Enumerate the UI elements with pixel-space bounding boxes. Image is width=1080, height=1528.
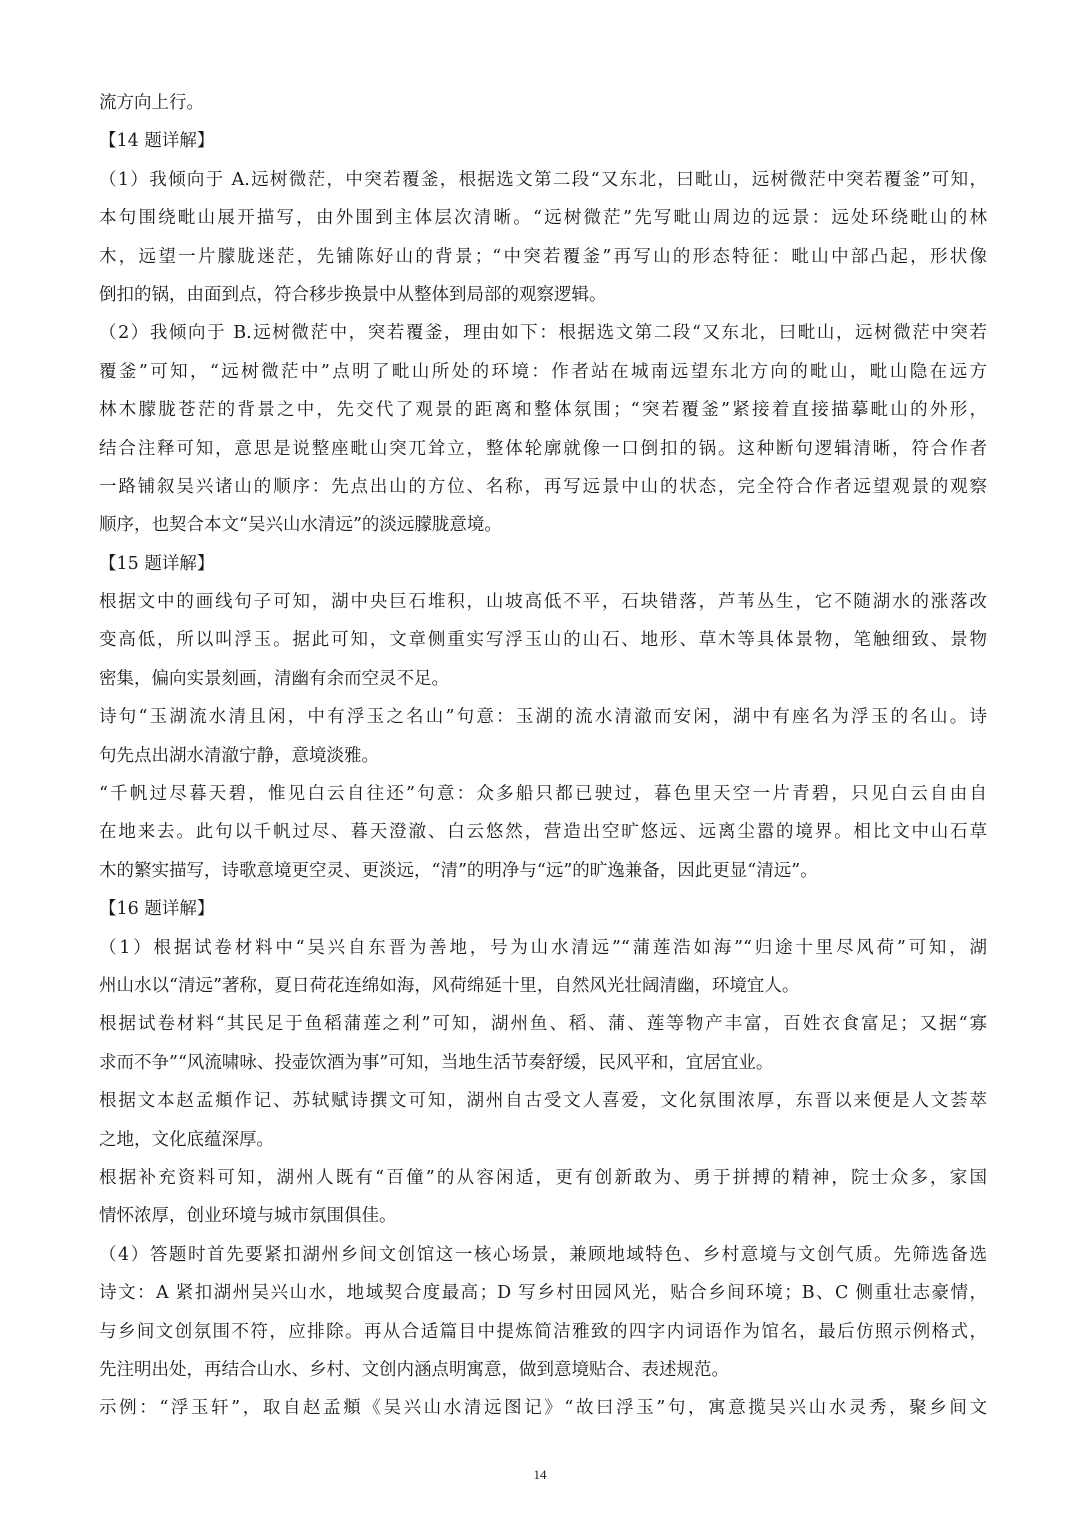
text-line: 木的繁实描写，诗歌意境更空灵、更淡远，“清”的明净与“远”的旷逸兼备，因此更显“清远”。: [99, 860, 818, 881]
text-line: 结合注释可知，意思是说整座毗山突兀耸立，整体轮廓就像一口倒扣的锅。这种断句逻辑清晰，符合作者: [99, 438, 987, 459]
text-line: 密集，偏向实景刻画，清幽有余而空灵不足。: [99, 668, 449, 689]
text-line: 顺序，也契合本文“吴兴山水清远”的淡远朦胧意境。: [99, 515, 502, 536]
text-line: 先注明出处，再结合山水、乡村、文创内涵点明寓意，做到意境贴合、表述规范。: [99, 1359, 729, 1380]
text-line: 在地来去。此句以千帆过尽、暮天澄澈、白云悠然，营造出空旷悠远、远离尘嚣的境界。相比文中山石草: [99, 822, 987, 843]
text-line: 示例：“浮玉轩”，取自赵孟頫《吴兴山水清远图记》“故曰浮玉”句，寓意揽吴兴山水灵秀，聚乡间文: [99, 1398, 987, 1419]
text-line: （1）根据试卷材料中“吴兴自东晋为善地，号为山水清远”“蒲莲浩如海”“归途十里尽风荷”可知，湖: [99, 937, 987, 958]
text-line: 州山水以“清远”著称，夏日荷花连绵如海，风荷绵延十里，自然风光壮阔清幽，环境宜人。: [99, 975, 800, 996]
text-line: 林木朦胧苍茫的背景之中，先交代了观景的距离和整体氛围；“突若覆釜”紧接着直接描摹毗山的外形，: [99, 400, 987, 421]
text-line: 本句围绕毗山展开描写，由外围到主体层次清晰。“远树微茫”先写毗山周边的远景：远处环绕毗山的林: [99, 208, 987, 229]
text-line: 诗句“玉湖流水清且闲，中有浮玉之名山”句意：玉湖的流水清澈而安闲，湖中有座名为浮玉的名山。诗: [99, 707, 987, 728]
text-line: 诗文：A 紧扣湖州吴兴山水，地域契合度最高；D 写乡村田园风光，贴合乡间环境；B、C 侧重壮志豪情，: [99, 1283, 987, 1304]
text-line: 倒扣的锅，由面到点，符合移步换景中从整体到局部的观察逻辑。: [99, 284, 607, 305]
text-line: （2）我倾向于 B.远树微茫中，突若覆釜，理由如下：根据选文第二段“又东北，曰毗山，远树微茫中突若: [99, 323, 987, 344]
text-line: 与乡间文创氛围不符，应排除。再从合适篇目中提炼简洁雅致的四字内词语作为馆名，最后仿照示例格式，: [99, 1321, 987, 1342]
text-line: “千帆过尽暮天碧，惟见白云自往还”句意：众多船只都已驶过，暮色里天空一片青碧，只见白云自由自: [99, 784, 987, 805]
text-line: 根据文本赵孟頫作记、苏轼赋诗撰文可知，湖州自古受文人喜爱，文化氛围浓厚，东晋以来便是人文荟萃: [99, 1091, 987, 1112]
text-line: （1）我倾向于 A.远树微茫，中突若覆釜，根据选文第二段“又东北，曰毗山，远树微茫中突若覆釜”可知，: [99, 169, 987, 190]
page-number: 14: [533, 1467, 547, 1482]
text-line: 变高低，所以叫浮玉。据此可知，文章侧重实写浮玉山的山石、地形、草木等具体景物，笔触细致、景物: [99, 630, 987, 651]
text-line: 一路铺叙吴兴诸山的顺序：先点出山的方位、名称，再写远景中山的状态，完全符合作者远望观景的观察: [99, 476, 987, 497]
text-line: 之地，文化底蕴深厚。: [99, 1129, 274, 1150]
section-heading: 【14 题详解】: [99, 131, 215, 152]
text-line: 根据补充资料可知，湖州人既有“百僮”的从容闲适，更有创新敢为、勇于拼搏的精神，院士众多，家国: [99, 1167, 987, 1188]
section-heading: 【16 题详解】: [99, 899, 215, 920]
document-body: [99, 84, 987, 1428]
text-line: 根据试卷材料“其民足于鱼稻蒲莲之利”可知，湖州鱼、稻、蒲、莲等物产丰富，百姓衣食富足；又据“寡: [99, 1014, 987, 1035]
text-line: （4）答题时首先要紧扣湖州乡间文创馆这一核心场景，兼顾地域特色、乡村意境与文创气质。先筛选备选: [99, 1244, 987, 1265]
section-heading: 【15 题详解】: [99, 553, 215, 574]
text-line: 求而不争”“风流啸咏、投壶饮酒为事”可知，当地生活节奏舒缓，民风平和，宜居宜业。: [99, 1052, 774, 1073]
text-line: 木，远望一片朦胧迷茫，先铺陈好山的背景；“中突若覆釜”再写山的形态特征：毗山中部凸起，形状像: [99, 246, 987, 267]
text-line: 覆釜”可知，“远树微茫中”点明了毗山所处的环境：作者站在城南远望东北方向的毗山，毗山隐在远方: [99, 361, 987, 382]
text-line: 流方向上行。: [99, 93, 204, 113]
text-line: 句先点出湖水清澈宁静，意境淡雅。: [99, 745, 379, 766]
text-line: 根据文中的画线句子可知，湖中央巨石堆积，山坡高低不平，石块错落，芦苇丛生，它不随湖水的涨落改: [99, 592, 987, 613]
text-line: 情怀浓厚，创业环境与城市氛围俱佳。: [99, 1206, 397, 1227]
